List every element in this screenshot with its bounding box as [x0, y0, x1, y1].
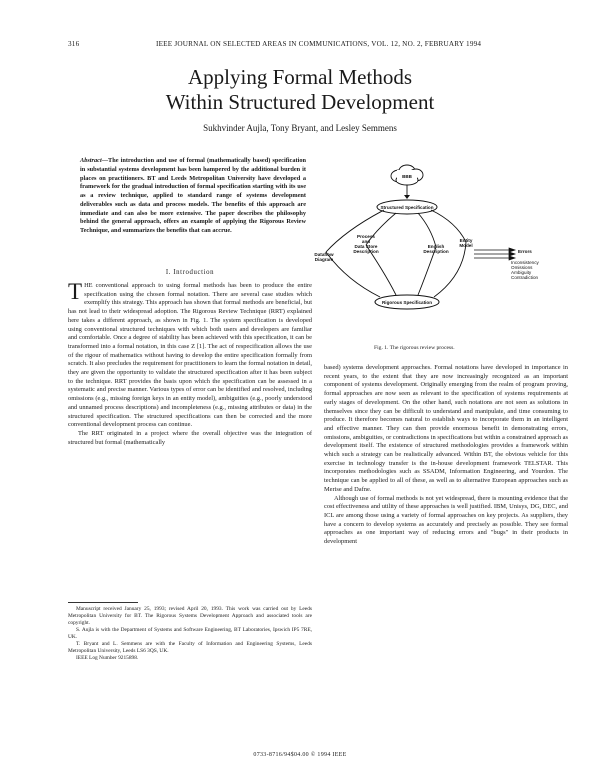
error-type-ambiguity: Ambiguity: [511, 270, 532, 275]
flow-dataflow-bottom: [326, 252, 380, 297]
paper-title-line-2: Within Structured Development: [165, 90, 435, 114]
right-column-body: [324, 364, 568, 547]
flow-top-english: [418, 213, 436, 247]
dataflow-diagram-label-1: Dataflow: [314, 252, 334, 257]
right-paragraph-2: Although use of formal methods is not yet widespread, there is mounting evidence that the cost effectiveness and utility of these approaches is well justified. IBM, Unisys, DG, DEC, and ICL are among those using a variety of formal approaches on key projects. As suppliers, they have a concern to develop systems as accurately and precisely as possible. They see formal approaches as one important way of reducing errors and "bugs" in their products in development: [324, 494, 568, 546]
svg-text:Process: Process: [357, 234, 375, 239]
page-number: 316: [68, 40, 80, 48]
section-heading: I. Introduction: [165, 269, 215, 276]
error-type-omissions: Omissions: [511, 265, 533, 270]
structured-specification-label: Structured Specification: [380, 204, 434, 210]
footnote-manuscript: Manuscript received January 25, 1993; revised April 20, 1993. This work was carried out by Leeds Metropolitan University for BT. The Rigorous Systems Development Approach and associated tools are copyright.: [68, 606, 312, 626]
footnote-rule: [68, 602, 138, 603]
rigorous-specification-node: [375, 295, 439, 309]
errors-arrows: [474, 248, 515, 260]
abstract-lead: Abstract: [80, 157, 102, 164]
paper-title-line-1: Applying Formal Methods: [188, 65, 412, 89]
intro-paragraph-1: [68, 279, 312, 430]
footnotes: [68, 606, 312, 662]
svg-text:Model: Model: [459, 243, 473, 248]
journal-header: IEEE JOURNAL ON SELECTED AREAS IN COMMUNICATIONS, VOL. 12, NO. 2, FEBRUARY 1994: [156, 40, 482, 48]
errors-title: Errors: [518, 249, 532, 254]
svg-text:Description: Description: [423, 249, 449, 254]
svg-text:Data Store: Data Store: [354, 244, 378, 249]
footnote-bryant-semmens: T. Bryant and L. Semmens are with the Faculty of Information and Engineering Systems, Leeds Metropolitan University, Leeds LS6 3QS, UK.: [68, 641, 312, 654]
node-entity-model: [459, 238, 472, 248]
svg-text:Entity: Entity: [459, 238, 473, 243]
footnote-aujla: S. Aujla is with the Department of Systems and Software Engineering, BT Laboratories, Ipswich IP5 7RE, UK.: [68, 627, 312, 640]
node-process-data-store: [353, 234, 378, 254]
footnote-log-number: IEEE Log Number 9215898.: [76, 655, 139, 661]
abstract: [80, 157, 306, 236]
cloud-label: BBB: [402, 174, 412, 179]
node-dataflow-diagram: [314, 252, 334, 262]
intro-paragraph-2: The RRT originated in a project where the overall objective was the integration of structured but formal (mathematically: [68, 429, 312, 446]
flow-english-bottom: [418, 247, 436, 295]
figure-caption: Fig. 1. The rigorous review process.: [374, 345, 455, 351]
node-english-description: [423, 244, 448, 254]
dataflow-diagram-label-2: Diagram: [314, 257, 334, 262]
svg-text:and: and: [361, 239, 371, 244]
svg-text:Description: Description: [353, 249, 379, 254]
author-list: Sukhvinder Aujla, Tony Bryant, and Lesley Semmens: [203, 123, 397, 133]
left-column-body: [68, 279, 312, 447]
rigorous-specification-label: Rigorous Specification: [381, 299, 433, 305]
intro-paragraph-1-text: HE conventional approach to using formal methods has been to produce the entire specification using the chosen formal notation. There are several case studies which exemplify this strategy. This approach has shown that formal methods are beneficial, but has not lead to their widespread adoption. The Rigorous Review Technique (RRT) explained here takes a different approach, as shown in Fig. 1. The system specification is developed using conventional structured techniques with which both users and developers are familiar and comfortable. Once a degree of stability has been achieved with this specification, it can be transformed into a formal notation, in this case Z [1]. The act of respecification allows the use of the rigour of mathematics without having to develop the entire specification formally from scratch. It also precludes the requirement for practitioners to learn the formal notation in detail, they are given the opportunity to validate the structured specification after it has been subject to the technique. RRT provides the basis upon which the specification can be assessed in a systematic and precise manner. Various types of error can be identified and resolved, including omissions (e.g., missing foreign keys in an entity model), ambiguities (e.g., poorly understood and unnamed process descriptions) and incompleteness (e.g., missing attributes or data) in the structured specification. The structured specifications can then be corrected and the more conventional development process can continue.: [68, 282, 312, 429]
error-type-inconsistency: Inconsistency: [511, 260, 539, 265]
svg-text:English: English: [427, 244, 445, 249]
copyright-code: 0733-8716/94$04.00 © 1994 IEEE: [253, 752, 347, 758]
drop-cap: T: [68, 279, 83, 304]
structured-specification-node: [377, 200, 437, 214]
error-type-contradiction: Contradiction: [511, 275, 539, 280]
abstract-text: —The introduction and use of formal (mathematically based) specification in substantial systems development has been hampered by the additional burden it places on practitioners. BT and Leeds Metropolitan University have developed a framework for the gradual introduction of formal specification starting with its use as a review technique, applied to standard range of systems development deliverables such as data and process models. The benefits of this approach are immediate and can also be more extensive. The paper describes the philosophy behind the general approach, offers an example of applying the Rigorous Review Technique, and summarizes the benefits that can accrue.: [80, 157, 306, 234]
rigorous-review-figure: [306, 150, 568, 342]
right-paragraph-1: based) systems development approaches. Formal notations have developed in importance in recent years, to the extent that they are now increasingly recognized as an important component of systems development. Originally emerging from the realm of program proving, formal approaches are now seen as relevant to the specification of systems requirements at early stages of development. On the other hand, such notations are not seen as solutions in themselves since they can be difficult to understand and manipulate, and time consuming to produce. It therefore becomes natural to establish ways to incorporate them in an intelligent and effective manner. They can then provide enormous benefit in demonstrating errors, omissions, ambiguities, or contradictions in specifications but within a constrained approach as development itself. The existence of structured methodologies provides a framework within which such a strategy can be realistically advanced. Within BT, the obvious vehicle for this exercise in technology transfer is the in-house development framework TELSTAR. This incorporates methodologies such as SSADM, Information Engineering, and Yourdon. The technique can be applied to all of these, as well as to alternative European approaches such as Merise and Dafne.: [324, 364, 568, 493]
